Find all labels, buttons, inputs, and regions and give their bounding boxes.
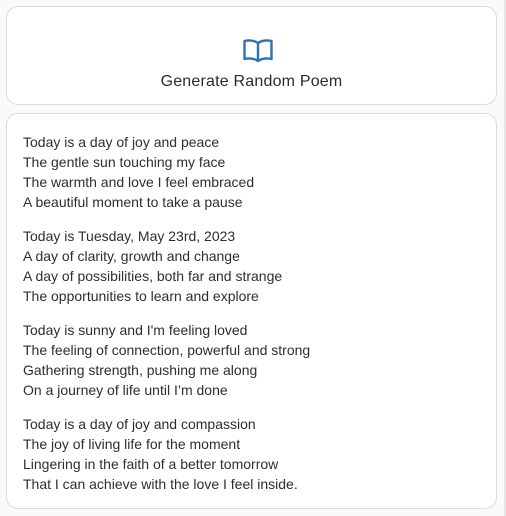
poem-line: A day of possibilities, both far and strange — [23, 268, 283, 284]
poem-line: The joy of living life for the moment — [23, 436, 241, 452]
poem-line: On a journey of life until I’m done — [23, 382, 228, 398]
poem-line: Today is a day of joy and peace — [23, 134, 220, 150]
stanza — [23, 414, 310, 494]
poem-line: The gentle sun touching my face — [23, 154, 226, 170]
poem-line: Gathering strength, pushing me along — [23, 362, 258, 378]
poem-line: The warmth and love I feel embraced — [23, 174, 255, 190]
generate-poem-button[interactable] — [6, 6, 497, 105]
poem-line: Today is Tuesday, May 23rd, 2023 — [23, 228, 236, 244]
poem-card — [6, 113, 497, 509]
stanza — [23, 226, 310, 306]
book-open-icon — [243, 38, 273, 62]
poem-line: Today is a day of joy and compassion — [23, 416, 256, 432]
poem-line: A day of clarity, growth and change — [23, 248, 240, 264]
generate-poem-label: Generate Random Poem — [160, 73, 343, 90]
poem-line: The opportunities to learn and explore — [23, 288, 259, 304]
stanza — [23, 320, 310, 400]
poem-text — [23, 132, 310, 508]
poem-line: That I can achieve with the love I feel inside. — [23, 476, 298, 492]
poem-line: Today is sunny and I'm feeling loved — [23, 322, 248, 338]
stanza — [23, 132, 310, 212]
poem-line: Lingering in the faith of a better tomorrow — [23, 456, 279, 472]
poem-line: A beautiful moment to take a pause — [23, 194, 243, 210]
poem-line: The feeling of connection, powerful and strong — [23, 342, 311, 358]
